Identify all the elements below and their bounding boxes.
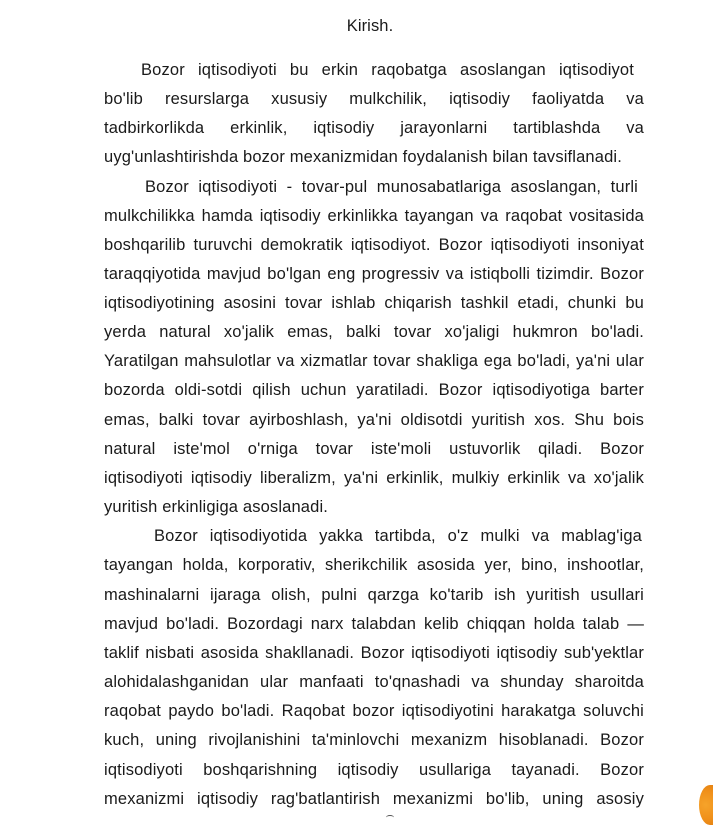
paragraph-3-line: mavjud bo'ladi. Bozordagi narx talabdan kelib chiqqan holda talab — <box>104 615 644 633</box>
paragraph-2-line: taraqqiyotida mavjud bo'lgan eng progressiv va istiqbolli tizimdir. Bozor <box>104 265 644 283</box>
paragraph-2-line: iqtisodiyoti iqtisodiy liberalizm, ya'ni erkinlik, mulkiy erkinlik va xo'jalik <box>104 469 644 487</box>
paragraph-2-line: boshqarilib turuvchi demokratik iqtisodiyot. Bozor iqtisodiyoti insoniyat <box>104 236 644 254</box>
paragraph-3-line: alohidalashganidan ular manfaati to'qnashadi va shunday sharoitda <box>104 673 644 691</box>
paragraph-2-line: bozorda oldi-sotdi qilish uchun yaratiladi. Bozor iqtisodiyotiga barter <box>104 381 644 399</box>
paragraph-2-line: yuritish erkinligiga asoslanadi. <box>104 498 328 516</box>
paragraph-1-line: Bozor iqtisodiyoti bu erkin raqobatga asoslangan iqtisodiyot <box>141 61 634 79</box>
paragraph-2-line: yerda natural xo'jalik emas, balki tovar xo'jaligi hukmron bo'ladi. <box>104 323 644 341</box>
paragraph-2-line: mulkchilikka hamda iqtisodiy erkinlikka tayangan va raqobat vositasida <box>104 207 644 225</box>
paragraph-3-line: mashinalarni ijaraga olish, pulni qarzga ko'tarib ish yuritish usullari <box>104 586 644 604</box>
edge-stain-decoration <box>699 785 713 825</box>
paragraph-3-line: Bozor iqtisodiyotida yakka tartibda, o'z mulki va mablag'iga <box>154 527 642 545</box>
paragraph-2-line: Bozor iqtisodiyoti - tovar-pul munosabatlariga asoslangan, turli <box>145 178 638 196</box>
paragraph-3-line: raqobat paydo bo'ladi. Raqobat bozor iqtisodiyotini harakatga soluvchi <box>104 702 644 720</box>
paragraph-2-line: Yaratilgan mahsulotlar va xizmatlar tovar shakliga ega bo'ladi, ya'ni ular <box>104 352 644 370</box>
paragraph-3-line: mexanizmi iqtisodiy rag'batlantirish mexanizmi bo'lib, uning asosiy <box>104 790 644 808</box>
paragraph-3-line: tayangan holda, korporativ, sherikchilik asosida yer, bino, inshootlar, <box>104 556 644 574</box>
paragraph-3-line: taklif nisbati asosida shakllanadi. Bozor iqtisodiyoti iqtisodiy sub'yektlar <box>104 644 644 662</box>
page-mark <box>386 815 394 820</box>
paragraph-3-line: kuch, uning rivojlanishini ta'minlovchi mexanizm hisoblanadi. Bozor <box>104 731 644 749</box>
paragraph-1-line: uyg'unlashtirishda bozor mexanizmidan foydalanish bilan tavsiflanadi. <box>104 148 622 166</box>
paragraph-3-line: iqtisodiyoti boshqarishning iqtisodiy usullariga tayanadi. Bozor <box>104 761 644 779</box>
paragraph-2-line: iqtisodiyotining asosini tovar ishlab chiqarish tashkil etadi, chunki bu <box>104 294 644 312</box>
paragraph-2-line: natural iste'mol o'rniga tovar iste'moli ustuvorlik qiladi. Bozor <box>104 440 644 458</box>
paragraph-2-line: emas, balki tovar ayirboshlash, ya'ni oldisotdi yuritish xos. Shu bois <box>104 411 644 429</box>
document-title: Kirish. <box>346 17 394 35</box>
paragraph-1-line: bo'lib resurslarga xususiy mulkchilik, iqtisodiy faoliyatda va <box>104 90 644 108</box>
paragraph-1-line: tadbirkorlikda erkinlik, iqtisodiy jarayonlarni tartiblashda va <box>104 119 644 137</box>
